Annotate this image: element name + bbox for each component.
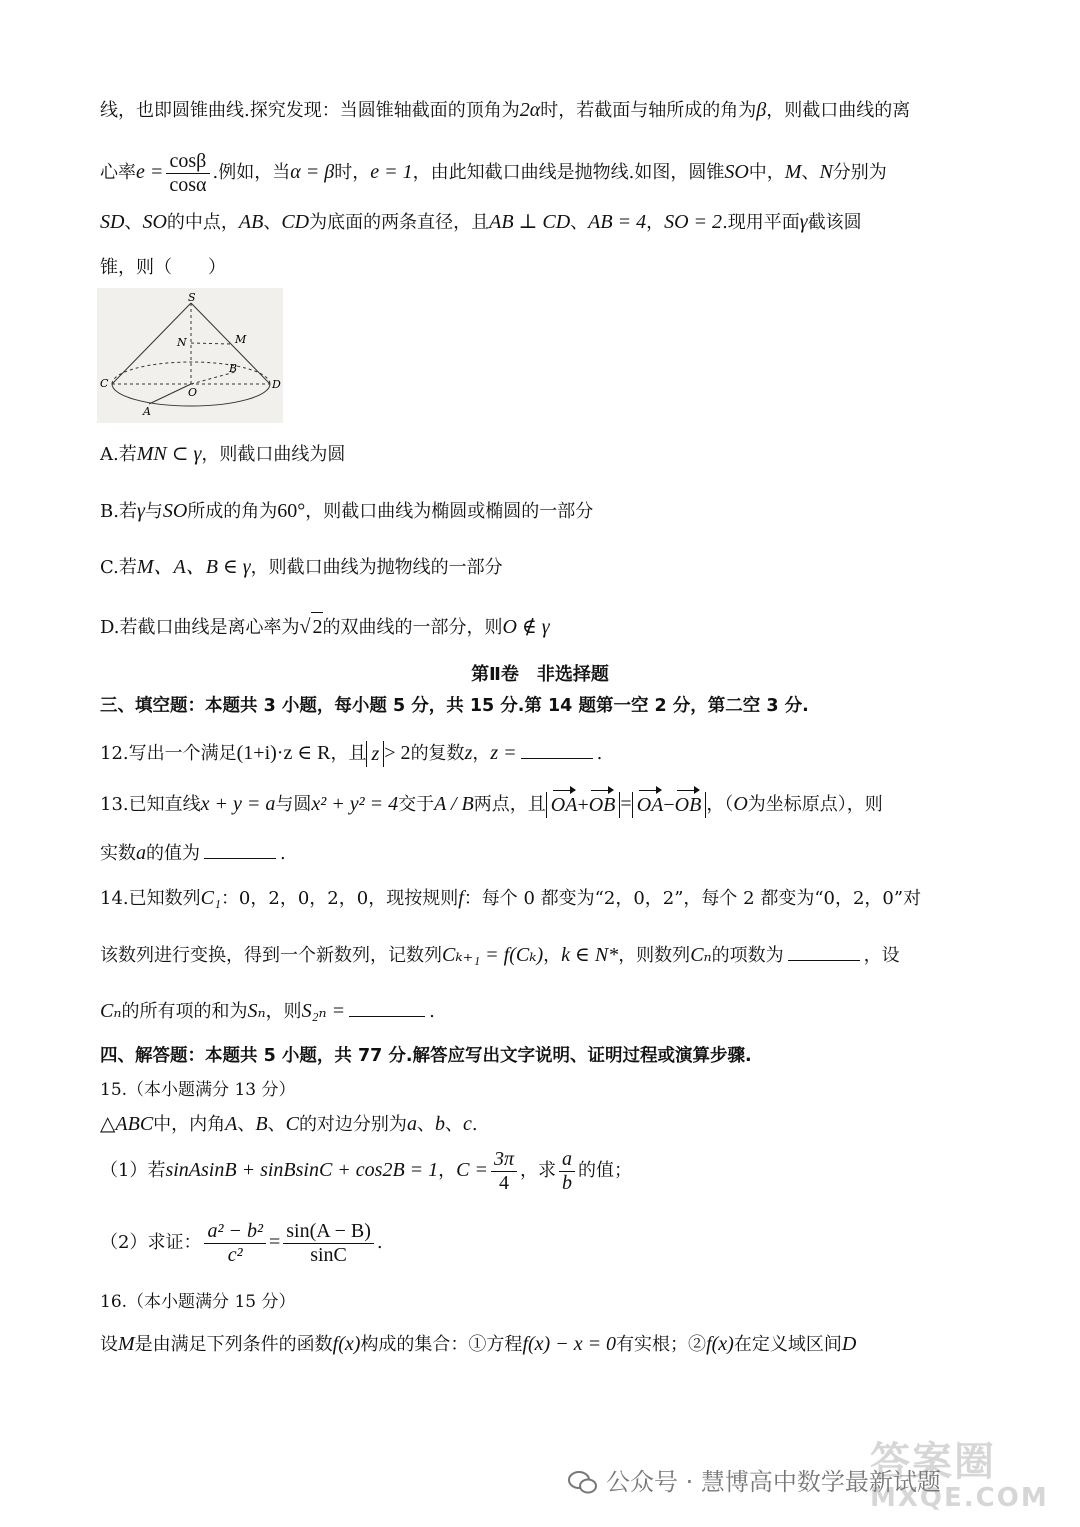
label-C: C bbox=[100, 377, 109, 390]
question-15-part1: （1）若sinAsinB + sinBsinC + cos2B = 1，C = $\frac{3\pi}{4}$ ，求 $\frac{a}{b}$ 的值； bbox=[100, 1147, 633, 1194]
question-16-header: 16.（本小题满分 15 分） bbox=[100, 1292, 296, 1312]
option-a: A.若MN ⊂ γ，则截口曲线为圆 bbox=[100, 443, 346, 465]
label-S: S bbox=[188, 291, 196, 304]
option-c: C.若M、A、B ∈ γ，则截口曲线为抛物线的一部分 bbox=[100, 556, 503, 578]
section3-title: 三、填空题：本题共 3 小题，每小题 5 分，共 15 分.第 14 题第一空 2 分，第二空 3 分. bbox=[100, 696, 809, 716]
question-16-stem: 设M是由满足下列条件的函数f(x)构成的集合：①方程f(x) − x = 0有实根；②f(x)在定义域区间D bbox=[100, 1333, 857, 1355]
p11-line3: SD、SO的中点，AB、CD为底面的两条直径，且AB ⊥ CD、AB = 4，SO = 2.现用平面γ截该圆 bbox=[100, 211, 862, 233]
label-N: N bbox=[177, 336, 187, 349]
question-13: 13.已知直线x + y = a与圆x² + y² = 4交于A / B两点，且 OA+OB = OA−OB ，（O为坐标原点），则 bbox=[100, 793, 883, 816]
wechat-icon bbox=[568, 1470, 598, 1496]
label-M: M bbox=[235, 333, 247, 346]
answer-blank[interactable] bbox=[521, 738, 593, 759]
option-d: D.若截口曲线是离心率为√ 2的双曲线的一部分，则O ∉ γ bbox=[100, 612, 550, 642]
question-12: 12.写出一个满足(1+i)·z ∈ R，且 z > 2的复数z，z = . bbox=[100, 738, 602, 768]
label-B: B bbox=[229, 362, 238, 375]
watermark-text: 公众号 · 慧博高中数学最新试题 bbox=[568, 1462, 941, 1497]
answer-blank[interactable] bbox=[349, 996, 425, 1017]
option-b: B.若γ与SO所成的角为60°，则截口曲线为椭圆或椭圆的一部分 bbox=[100, 500, 594, 522]
label-O: O bbox=[188, 386, 198, 399]
question-15-part2: （2）求证： $\frac{\text{a² − b²}}{\text{c²}}$ = $\frac{\sin(A - B)}{\sin C}$ . bbox=[100, 1219, 383, 1266]
question-14-line3: Cₙ的所有项的和为Sₙ，则S₂ₙ = . bbox=[100, 996, 435, 1026]
label-A: A bbox=[143, 405, 151, 418]
question-14-line2: 该数列进行变换，得到一个新数列，记数列Cₖ₊₁ = f(Cₖ)，k ∈ N*，则数列Cₙ的项数为 ，设 bbox=[100, 940, 900, 970]
part2-title: 第Ⅱ卷 非选择题 bbox=[471, 664, 609, 685]
p11-line4: 锥，则（ ） bbox=[100, 257, 226, 278]
question-13-line2: 实数a的值为 . bbox=[100, 838, 286, 868]
p11-line1: 线，也即圆锥曲线.探究发现：当圆锥轴截面的顶角为2α时，若截面与轴所成的角为β，则截口曲线的离 bbox=[100, 99, 911, 121]
question-15-header: 15.（本小题满分 13 分） bbox=[100, 1080, 296, 1100]
cone-diagram bbox=[97, 288, 283, 423]
cone-figure bbox=[97, 288, 283, 423]
answer-blank[interactable] bbox=[204, 838, 276, 859]
question-14: 14.已知数列C₁：0，2，0，2，0，现按规则f：每个 0 都变为“2，0，2”，每个 2 都变为“0，2，0”对 bbox=[100, 887, 922, 909]
label-D: D bbox=[272, 378, 281, 391]
question-15-stem: △ABC中，内角A、B、C的对边分别为a、b、c. bbox=[100, 1113, 478, 1135]
p11-line2: 心率e = $\frac{\cos\beta}{\cos\alpha}$ .例如，当α = β时，e = 1，由此知截口曲线是抛物线.如图，圆锥SO中，M、N分别为 bbox=[100, 149, 887, 196]
watermark-logo: 答案圈 MXQE.COM bbox=[870, 1439, 1049, 1513]
section4-title: 四、解答题：本题共 5 小题，共 77 分.解答应写出文字说明、证明过程或演算步骤. bbox=[100, 1046, 752, 1066]
answer-blank[interactable] bbox=[788, 940, 860, 961]
